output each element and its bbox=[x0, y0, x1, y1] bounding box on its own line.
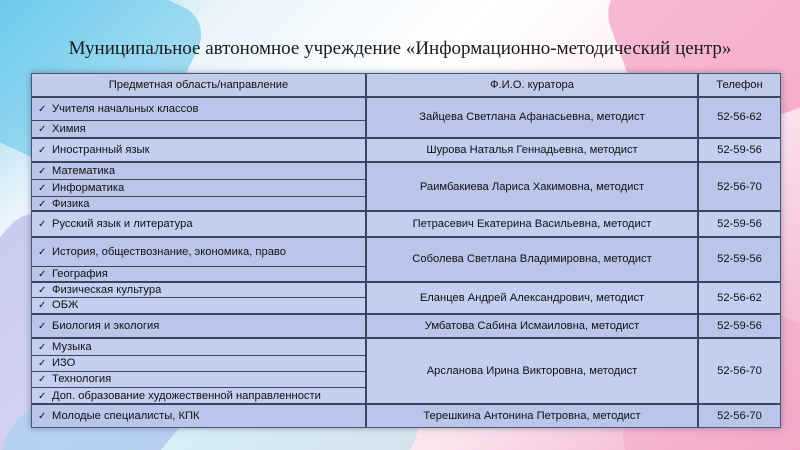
curator-cell: Терешкина Антонина Петровна, методист bbox=[366, 404, 698, 427]
check-icon: ✓ bbox=[38, 374, 47, 386]
phone-cell: 52-56-62 bbox=[698, 97, 780, 138]
check-icon: ✓ bbox=[38, 342, 47, 354]
subject-label: ИЗО bbox=[52, 357, 76, 370]
check-icon: ✓ bbox=[38, 103, 47, 115]
table-row bbox=[32, 314, 780, 339]
phone-cell: 52-59-56 bbox=[698, 211, 780, 237]
subject-cell bbox=[32, 267, 366, 282]
curators-table bbox=[32, 74, 780, 427]
subject-cell bbox=[32, 138, 366, 163]
subject-label: Русский язык и литература bbox=[52, 218, 193, 231]
subject-cell bbox=[32, 355, 366, 371]
subject-label: Химия bbox=[52, 122, 86, 135]
table-row bbox=[32, 97, 780, 120]
curator-cell: Умбатова Сабина Исмаиловна, методист bbox=[366, 314, 698, 339]
table-row bbox=[32, 211, 780, 237]
phone-cell: 52-59-56 bbox=[698, 237, 780, 282]
table-row bbox=[32, 237, 780, 267]
table-header-row bbox=[32, 74, 780, 97]
header-subject: Предметная область/направление bbox=[32, 74, 366, 97]
subject-cell bbox=[32, 179, 366, 196]
phone-cell: 52-56-70 bbox=[698, 338, 780, 404]
check-icon: ✓ bbox=[38, 358, 47, 370]
subject-cell bbox=[32, 120, 366, 137]
subject-cell bbox=[32, 282, 366, 298]
check-icon: ✓ bbox=[38, 198, 47, 210]
phone-cell: 52-59-56 bbox=[698, 314, 780, 339]
check-icon: ✓ bbox=[38, 411, 47, 423]
table-row bbox=[32, 282, 780, 298]
subject-cell bbox=[32, 237, 366, 267]
curator-cell: Раимбакиева Лариса Хакимовна, методист bbox=[366, 162, 698, 211]
check-icon: ✓ bbox=[38, 300, 47, 312]
subject-label: Молодые специалисты, КПК bbox=[52, 410, 200, 423]
table-row bbox=[32, 138, 780, 163]
subject-label: Биология и экология bbox=[52, 319, 160, 332]
subject-label: Музыка bbox=[52, 341, 92, 354]
phone-cell: 52-56-62 bbox=[698, 282, 780, 314]
subject-label: История, обществознание, экономика, право bbox=[52, 246, 286, 259]
subject-cell bbox=[32, 404, 366, 427]
table-row bbox=[32, 338, 780, 355]
subject-cell bbox=[32, 298, 366, 314]
check-icon: ✓ bbox=[38, 390, 47, 402]
subject-label: Физика bbox=[52, 197, 90, 210]
check-icon: ✓ bbox=[38, 268, 47, 280]
header-curator: Ф.И.О. куратора bbox=[366, 74, 698, 97]
subject-label: ОБЖ bbox=[52, 299, 79, 312]
subject-cell bbox=[32, 211, 366, 237]
curator-cell: Шурова Наталья Геннадьевна, методист bbox=[366, 138, 698, 163]
subject-cell bbox=[32, 162, 366, 179]
subject-label: Математика bbox=[52, 164, 116, 177]
subject-label: Учителя начальных классов bbox=[52, 102, 199, 115]
subject-cell bbox=[32, 97, 366, 120]
check-icon: ✓ bbox=[38, 219, 47, 231]
subject-label: Физическая культура bbox=[52, 283, 162, 296]
subject-label: Технология bbox=[52, 373, 112, 386]
phone-cell: 52-59-56 bbox=[698, 138, 780, 163]
subject-label: Информатика bbox=[52, 181, 125, 194]
table-row bbox=[32, 162, 780, 179]
header-phone: Телефон bbox=[698, 74, 780, 97]
curator-cell: Еланцев Андрей Александрович, методист bbox=[366, 282, 698, 314]
check-icon: ✓ bbox=[38, 165, 47, 177]
subject-cell bbox=[32, 371, 366, 387]
phone-cell: 52-56-70 bbox=[698, 162, 780, 211]
curator-cell: Арсланова Ирина Викторовна, методист bbox=[366, 338, 698, 404]
table-body bbox=[32, 97, 780, 427]
subject-label: Доп. образование художественной направленности bbox=[52, 389, 321, 402]
subject-cell bbox=[32, 196, 366, 211]
subject-label: Иностранный язык bbox=[52, 143, 150, 156]
page-title: Муниципальное автономное учреждение «Информационно-методический центр» bbox=[68, 38, 732, 59]
phone-cell: 52-56-70 bbox=[698, 404, 780, 427]
check-icon: ✓ bbox=[38, 144, 47, 156]
check-icon: ✓ bbox=[38, 284, 47, 296]
subject-cell bbox=[32, 314, 366, 339]
check-icon: ✓ bbox=[38, 247, 47, 259]
curators-table-box bbox=[31, 73, 781, 428]
check-icon: ✓ bbox=[38, 123, 47, 135]
check-icon: ✓ bbox=[38, 182, 47, 194]
curator-cell: Петрасевич Екатерина Васильевна, методист bbox=[366, 211, 698, 237]
subject-cell bbox=[32, 387, 366, 404]
curator-cell: Зайцева Светлана Афанасьевна, методист bbox=[366, 97, 698, 138]
table-row bbox=[32, 404, 780, 427]
curator-cell: Соболева Светлана Владимировна, методист bbox=[366, 237, 698, 282]
check-icon: ✓ bbox=[38, 320, 47, 332]
subject-label: География bbox=[52, 267, 108, 280]
subject-cell bbox=[32, 338, 366, 355]
